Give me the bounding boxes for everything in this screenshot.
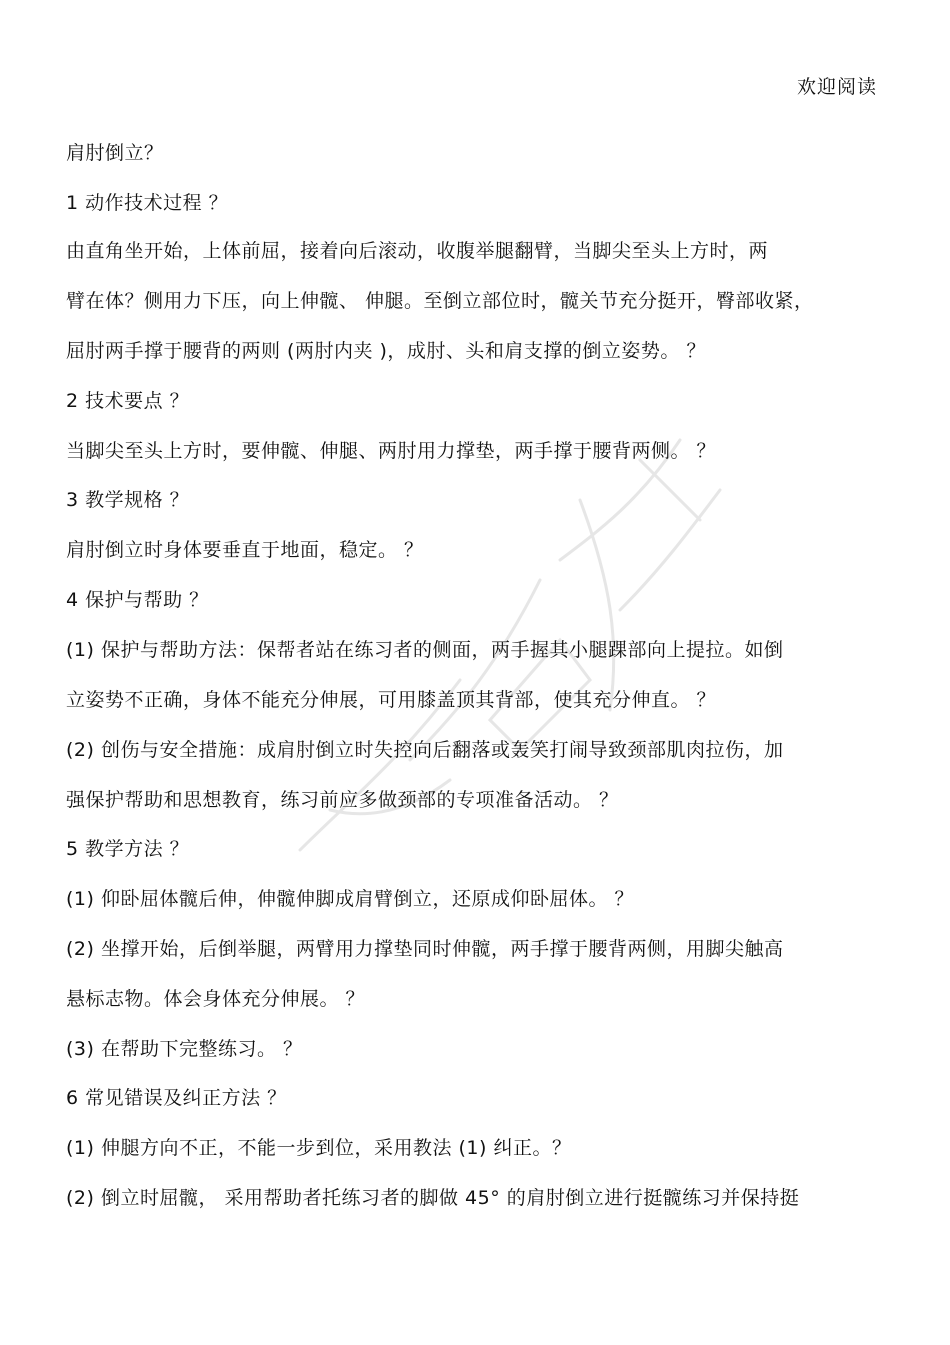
text-line: (1) 仰卧屈体髋后伸，伸髋伸脚成肩臂倒立，还原成仰卧屈体。 ？	[66, 888, 634, 910]
text-line: 臂在体？侧用力下压，向上伸髋、 伸腿。至倒立部位时，髋关节充分挺开，臀部收紧，	[66, 290, 814, 312]
text-line: 肩肘倒立？	[66, 142, 164, 164]
text-line: 2 技术要点 ？	[66, 390, 190, 412]
text-line: (2) 创伤与安全措施：成肩肘倒立时失控向后翻落或轰笑打闹导致颈部肌肉拉伤，加	[66, 739, 784, 761]
text-line: (3) 在帮助下完整练习。 ？	[66, 1038, 303, 1060]
text-line: 悬标志物。体会身体充分伸展。 ？	[66, 988, 366, 1010]
header-welcome-text: 欢迎阅读	[796, 76, 877, 98]
text-line: 3 教学规格 ？	[66, 489, 190, 511]
text-line: 当脚尖至头上方时，要伸髋、伸腿、两肘用力撑垫，两手撑于腰背两侧。 ？	[66, 440, 717, 462]
text-line: 强保护帮助和思想教育，练习前应多做颈部的专项准备活动。 ？	[66, 789, 619, 811]
text-line: 由直角坐开始，上体前屈，接着向后滚动，收腹举腿翻臂，当脚尖至头上方时，两	[66, 240, 769, 262]
text-line: (1) 伸腿方向不正，不能一步到位，采用教法 (1) 纠正。？	[66, 1137, 572, 1159]
text-line: 6 常见错误及纠正方法 ？	[66, 1087, 287, 1109]
text-line: (2) 倒立时屈髋， 采用帮助者托练习者的脚做 45° 的肩肘倒立进行挺髋练习并保持挺	[66, 1187, 800, 1209]
text-line: 5 教学方法 ？	[66, 838, 190, 860]
text-line: (2) 坐撑开始，后倒举腿，两臂用力撑垫同时伸髋，两手撑于腰背两侧，用脚尖触高	[66, 938, 784, 960]
text-line: 肩肘倒立时身体要垂直于地面，稳定。 ？	[66, 539, 424, 561]
text-line: 4 保护与帮助 ？	[66, 589, 209, 611]
text-line: 1 动作技术过程 ？	[66, 192, 229, 214]
text-line: 屈肘两手撑于腰背的两则 (两肘内夹 )，成肘、头和肩支撑的倒立姿势。 ？	[66, 340, 706, 362]
text-line: 立姿势不正确，身体不能充分伸展，可用膝盖顶其背部，使其充分伸直。 ？	[66, 689, 717, 711]
text-line: (1) 保护与帮助方法：保帮者站在练习者的侧面，两手握其小腿踝部向上提拉。如倒	[66, 639, 784, 661]
